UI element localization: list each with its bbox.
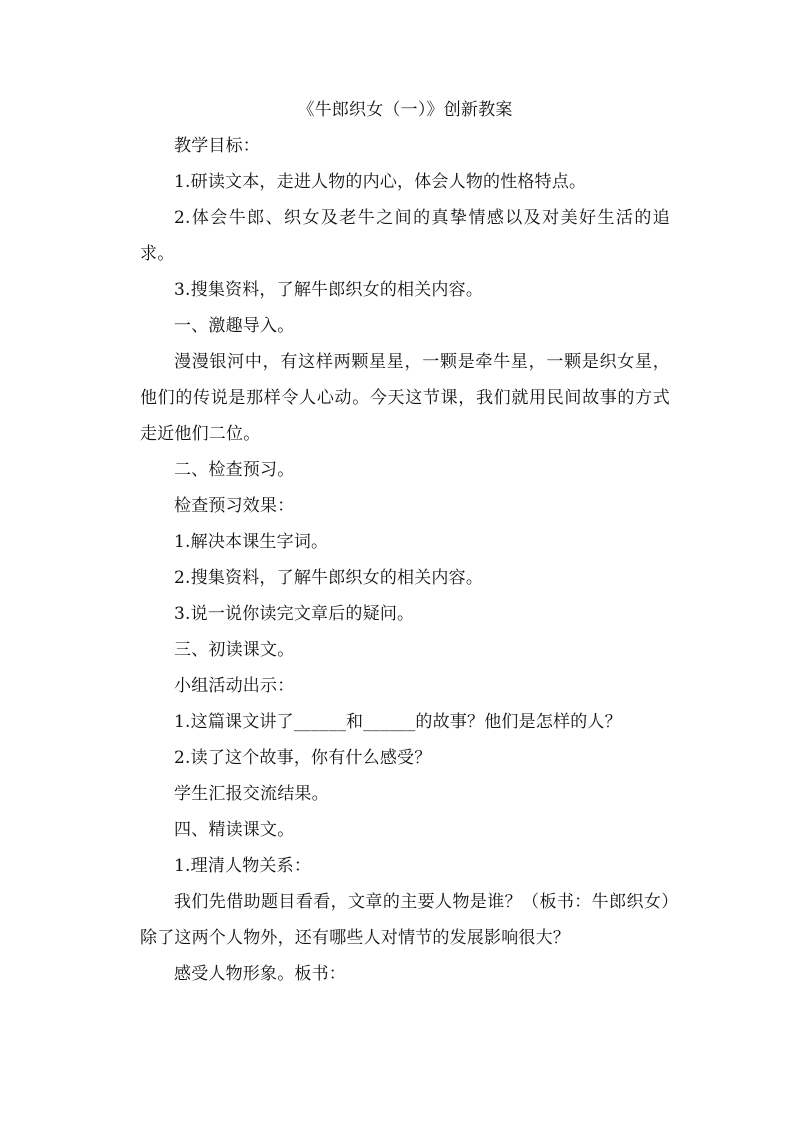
paragraph-character-image: 感受人物形象。板书：	[174, 964, 346, 984]
paragraph-objectives-heading: 教学目标：	[174, 136, 260, 156]
paragraph-preview-item-2: 2.搜集资料，了解牛郎织女的相关内容。	[174, 568, 484, 588]
paragraph-group-question-2: 2.读了这个故事，你有什么感受？	[174, 748, 432, 768]
section-heading-2: 二、检查预习。	[174, 460, 295, 480]
paragraph-relationship: 1.理清人物关系：	[174, 856, 312, 876]
paragraph-group-question-1: 1.这篇课文讲了______和______的故事？他们是怎样的人？	[174, 712, 622, 732]
paragraph-group-activity: 小组活动出示：	[174, 676, 295, 696]
paragraph-preview-check: 检查预习效果：	[174, 496, 295, 516]
paragraph-preview-item-3: 3.说一说你读完文章后的疑问。	[174, 604, 415, 624]
paragraph-preview-item-1: 1.解决本课生字词。	[174, 532, 329, 552]
paragraph-main-characters: 我们先借助题目看看，文章的主要人物是谁？（板书：牛郎织女）除了这两个人物外，还有哪些人对情节的发展影响很大？	[140, 892, 670, 948]
paragraph-objective-3: 3.搜集资料，了解牛郎织女的相关内容。	[174, 280, 484, 300]
paragraph-objective-1: 1.研读文本，走进人物的内心，体会人物的性格特点。	[174, 172, 587, 192]
section-heading-1: 一、激趣导入。	[174, 316, 295, 336]
document-body	[140, 92, 670, 992]
section-heading-3: 三、初读课文。	[174, 640, 295, 660]
paragraph-objective-2: 2.体会牛郎、织女及老牛之间的真挚情感以及对美好生活的追求。	[140, 208, 670, 264]
paragraph-intro: 漫漫银河中，有这样两颗星星，一颗是牵牛星，一颗是织女星，他们的传说是那样令人心动。今天这节课，我们就用民间故事的方式走近他们二位。	[140, 352, 670, 444]
section-heading-4: 四、精读课文。	[174, 820, 295, 840]
document-title: 《牛郎织女（一）》创新教案	[297, 100, 513, 120]
paragraph-report: 学生汇报交流结果。	[174, 784, 329, 804]
